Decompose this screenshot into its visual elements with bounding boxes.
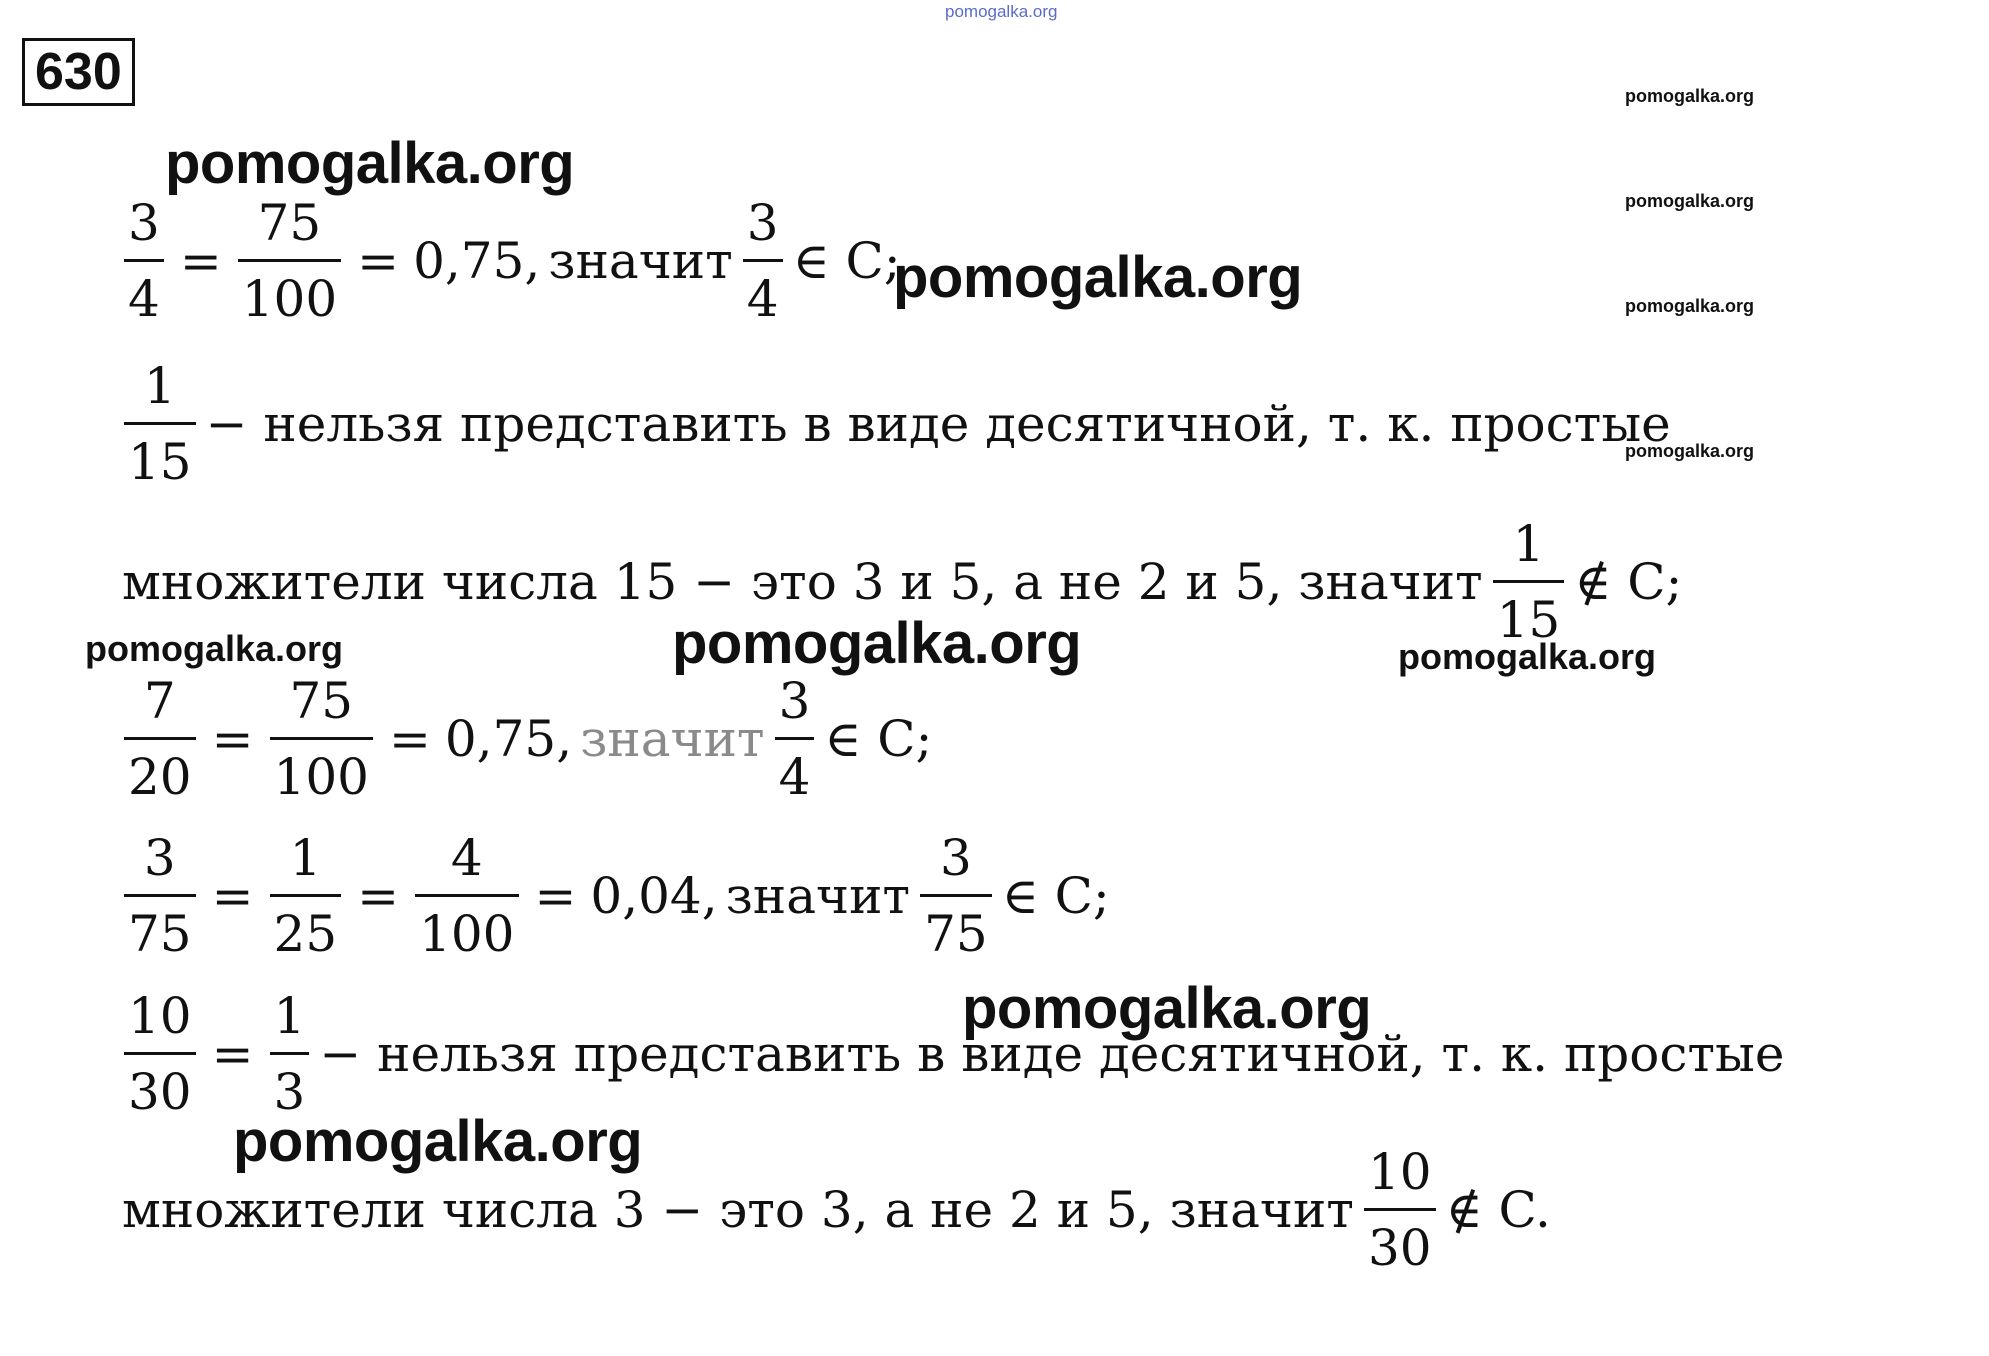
text-segment: ∈ C; — [1001, 867, 1110, 925]
operator: = — [388, 710, 431, 768]
fraction — [1364, 1143, 1436, 1277]
fraction-bar — [124, 894, 196, 897]
denominator: 25 — [273, 904, 338, 963]
watermark-medium-1: pomogalka.org — [85, 628, 344, 669]
fraction-bar — [238, 259, 341, 262]
watermark-small-2: pomogalka.org — [1625, 191, 1755, 211]
fraction-bar — [124, 259, 164, 262]
fraction — [775, 672, 815, 806]
text-segment: значит — [580, 710, 765, 768]
operator: = — [357, 232, 400, 290]
fraction — [124, 672, 196, 806]
equation-line-5 — [118, 829, 1114, 963]
text-segment: значит — [548, 232, 733, 290]
denominator: 4 — [746, 269, 779, 328]
fraction — [124, 194, 164, 328]
fraction — [1493, 515, 1565, 649]
numerator: 3 — [143, 829, 176, 887]
fraction-bar — [270, 1052, 310, 1055]
operator: = — [179, 232, 222, 290]
denominator: 4 — [778, 747, 811, 806]
equation-line-3 — [118, 515, 1686, 649]
denominator: 3 — [273, 1062, 306, 1121]
numerator: 1 — [289, 829, 322, 887]
operator: = — [211, 710, 254, 768]
text-segment: 0,75, — [413, 232, 541, 290]
fraction-bar — [415, 894, 518, 897]
denominator: 100 — [419, 904, 515, 963]
fraction-bar — [1493, 580, 1565, 583]
fraction — [238, 194, 341, 328]
fraction-bar — [743, 259, 783, 262]
numerator: 10 — [1367, 1143, 1432, 1201]
equation-line-2 — [118, 357, 1675, 491]
numerator: 75 — [257, 194, 322, 252]
denominator: 100 — [273, 747, 369, 806]
watermark-small-3: pomogalka.org — [1625, 296, 1755, 316]
operator: = — [211, 867, 254, 925]
denominator: 15 — [1496, 590, 1561, 649]
fraction — [270, 829, 342, 963]
text-segment: − нельзя представить в виде десятичной, т. к. простые — [205, 395, 1671, 453]
text-segment: ∈ C; — [792, 232, 901, 290]
denominator: 30 — [1367, 1218, 1432, 1277]
watermark-large-2: pomogalka.org — [893, 245, 1303, 310]
task-number: 630 — [22, 38, 135, 106]
watermark-large-5: pomogalka.org — [233, 1109, 643, 1174]
text-segment: ∈ C; — [824, 710, 933, 768]
watermark-small-4: pomogalka.org — [1625, 441, 1755, 461]
fraction — [920, 829, 992, 963]
watermark-large-4: pomogalka.org — [962, 976, 1372, 1041]
fraction — [270, 987, 310, 1121]
text-segment: 0,75, — [444, 710, 573, 768]
numerator: 3 — [746, 194, 779, 252]
operator: = — [211, 1025, 254, 1083]
fraction-bar — [920, 894, 992, 897]
denominator: 30 — [128, 1062, 192, 1121]
equation-line-7 — [118, 1143, 1555, 1277]
fraction-bar — [124, 737, 196, 740]
text-segment: 0,04, — [590, 867, 718, 925]
numerator: 1 — [1512, 515, 1545, 573]
fraction-bar — [270, 737, 373, 740]
fraction-bar — [270, 894, 342, 897]
watermark-top: pomogalka.org — [945, 2, 1058, 21]
fraction-bar — [124, 422, 196, 425]
watermark-small-1: pomogalka.org — [1625, 86, 1755, 106]
numerator: 75 — [289, 672, 354, 730]
denominator: 4 — [128, 269, 160, 328]
operator: = — [357, 867, 400, 925]
denominator: 15 — [128, 432, 192, 491]
fraction — [415, 829, 518, 963]
denominator: 75 — [924, 904, 988, 963]
fraction — [124, 357, 196, 491]
watermark-large-1: pomogalka.org — [165, 131, 575, 196]
text-segment: − нельзя представить в виде десятичной, т. к. простые — [319, 1025, 1785, 1083]
denominator: 75 — [128, 904, 192, 963]
numerator: 1 — [273, 987, 306, 1045]
numerator: 7 — [143, 672, 176, 730]
equation-line-4 — [118, 672, 936, 806]
text-segment: множители числа 15 − это 3 и 5, а не 2 и 5, значит — [122, 553, 1483, 611]
numerator: 3 — [778, 672, 811, 730]
fraction-bar — [1364, 1208, 1436, 1211]
equation-line-6 — [118, 987, 1788, 1121]
denominator: 20 — [128, 747, 192, 806]
watermark-medium-2: pomogalka.org — [1398, 636, 1657, 677]
fraction-bar — [775, 737, 815, 740]
fraction — [124, 987, 196, 1121]
numerator: 1 — [143, 357, 176, 415]
fraction — [124, 829, 196, 963]
operator: = — [534, 867, 577, 925]
fraction-bar — [124, 1052, 196, 1055]
fraction — [270, 672, 373, 806]
text-segment: значит — [725, 867, 911, 925]
numerator: 3 — [940, 829, 972, 887]
numerator: 3 — [128, 194, 160, 252]
text-segment: ∉ C. — [1445, 1181, 1551, 1239]
numerator: 10 — [128, 987, 192, 1045]
fraction — [743, 194, 783, 328]
text-segment: множители числа 3 − это 3, а не 2 и 5, значит — [122, 1181, 1354, 1239]
equation-line-1 — [118, 194, 905, 328]
text-segment: ∉ C; — [1574, 553, 1683, 611]
denominator: 100 — [241, 269, 338, 328]
numerator: 4 — [450, 829, 483, 887]
watermark-large-3: pomogalka.org — [672, 611, 1082, 676]
